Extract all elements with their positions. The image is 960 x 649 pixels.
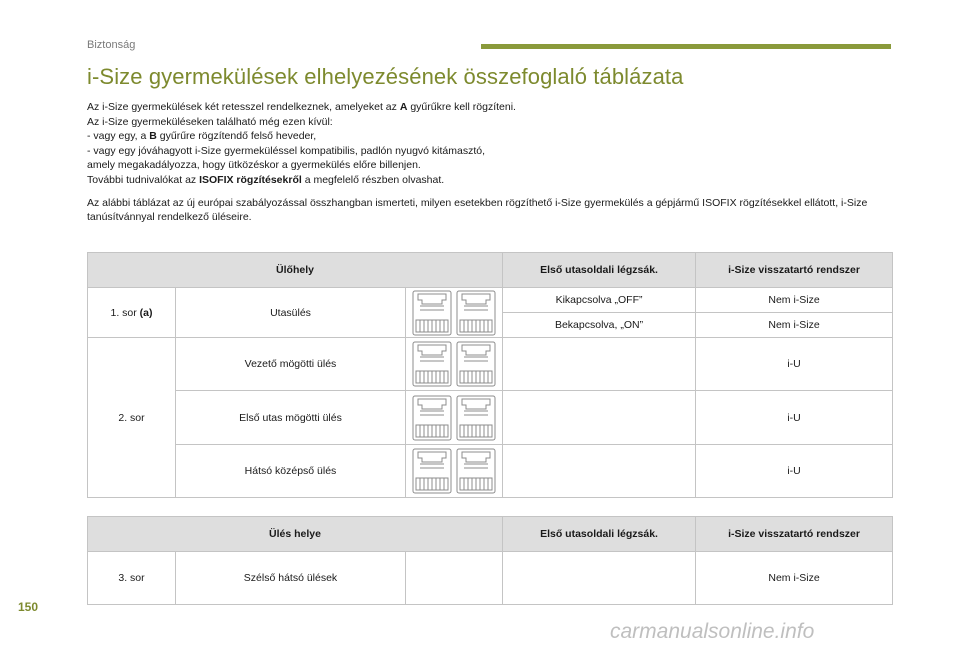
intro-text [87,100,897,225]
page-title: i-Size gyermekülések elhelyezésének összefoglaló táblázata [87,64,684,89]
intro-line-1: Az i-Size gyermekülések két retesszel rendelkeznek, amelyeket az A gyűrűkre kell rögzíteni. [87,101,516,113]
table-row [88,288,893,313]
airbag-empty [503,391,696,445]
table-row [88,391,893,445]
intro-line-5: amely megakadályozza, hogy ütközéskor a gyermekülés előre billenjen. [87,159,421,172]
airbag-empty [503,338,696,391]
car-seat-diagram-icon [406,338,503,391]
header-seat-position: Ülés helye [88,517,503,552]
car-seat-diagram-icon [406,391,503,445]
seat-icon-empty [406,552,503,605]
intro-line-2: Az i-Size gyermeküléseken található még ezen kívül: [87,115,333,128]
airbag-on: Bekapcsolva, „ON” [503,313,696,338]
airbag-empty [503,445,696,498]
watermark: carmanualsonline.info [610,620,815,643]
header-airbag: Első utasoldali légzsák. [503,253,696,288]
car-seat-diagram-icon [406,288,503,338]
header-isize: i-Size visszatartó rendszer [696,253,893,288]
section-bar [481,44,891,49]
isize-value: Nem i-Size [696,552,893,605]
table-header-row [88,517,893,552]
isize-value: Nem i-Size [696,313,893,338]
seat-rear-center: Hátsó középső ülés [176,445,406,498]
table-row [88,338,893,391]
row-label-3: 3. sor [88,552,176,605]
section-label: Biztonság [87,39,136,51]
isize-value: i-U [696,338,893,391]
seat-passenger: Utasülés [176,288,406,338]
row-label-1: 1. sor (a) [88,288,176,338]
seat-outer-rear: Szélső hátsó ülések [176,552,406,605]
intro-paragraph-2: Az alábbi táblázat az új európai szabályozással összhangban ismerteti, milyen esetekben rögzíthető i-Size gyermekülés a gépjármű ISOFIX rögzítésekkel ellátott, i-Size tanúsítvánnyal rendelkező üléseire. [87,196,868,224]
table-row [88,445,893,498]
header-isize: i-Size visszatartó rendszer [696,517,893,552]
airbag-off: Kikapcsolva „OFF” [503,288,696,313]
isize-table-2 [87,516,893,605]
seat-behind-passenger: Első utas mögötti ülés [176,391,406,445]
intro-line-3: - vagy egy, a B gyűrűre rögzítendő felső heveder, [87,130,317,143]
intro-line-4: - vagy egy jóváhagyott i-Size gyermeküléssel kompatibilis, padlón nyugvó kitámasztó, [87,144,486,157]
intro-line-6: További tudnivalókat az ISOFIX rögzítésekről a megfelelő részben olvashat. [87,173,445,186]
table-row [88,552,893,605]
seat-behind-driver: Vezető mögötti ülés [176,338,406,391]
isize-value: i-U [696,391,893,445]
header-seat: Ülőhely [88,253,503,288]
header-airbag: Első utasoldali légzsák. [503,517,696,552]
isize-value: i-U [696,445,893,498]
isize-table-1 [87,252,893,498]
page-number: 150 [18,600,39,614]
airbag-empty [503,552,696,605]
isize-value: Nem i-Size [696,288,893,313]
table-header-row [88,253,893,288]
row-label-2: 2. sor [88,338,176,498]
car-seat-diagram-icon [406,445,503,498]
